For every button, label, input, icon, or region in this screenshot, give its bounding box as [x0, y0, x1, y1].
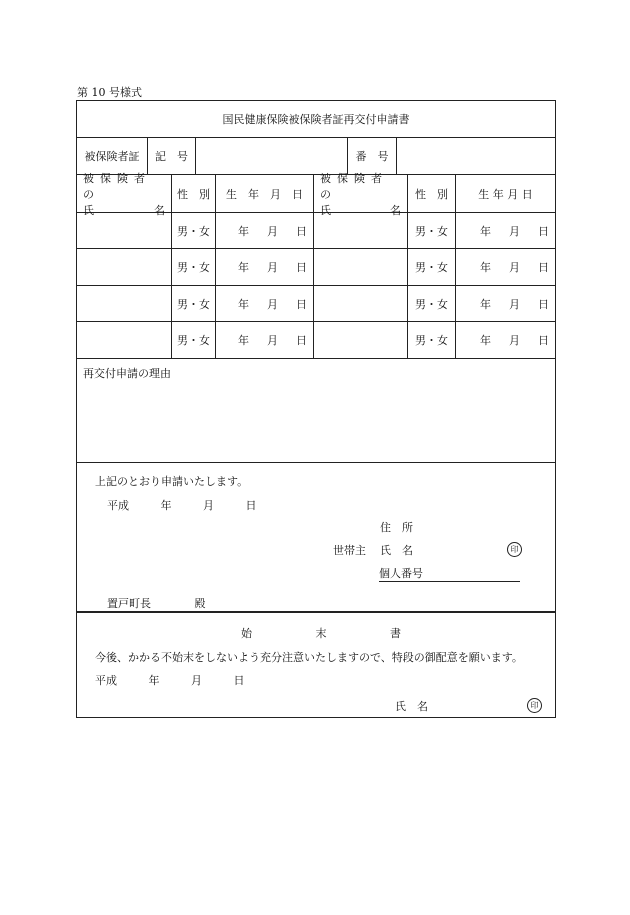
birthdate-field[interactable]: 年 月 日 — [480, 297, 549, 311]
insured-header-row — [77, 171, 555, 217]
sex-field[interactable]: 男・女 — [172, 213, 216, 248]
reason-label: 再交付申請の理由 — [83, 367, 171, 380]
seal-mark: 印 — [527, 698, 542, 713]
mynumber-label: 個人番号 — [379, 567, 423, 580]
number-label: 番 号 — [348, 138, 397, 174]
name-field[interactable] — [77, 322, 172, 358]
sex-field[interactable]: 男・女 — [172, 249, 216, 285]
name-field[interactable] — [77, 286, 172, 321]
birth-header-right: 生 年 月 日 — [478, 187, 533, 201]
apology-name-label: 氏 名 — [395, 700, 428, 713]
number-field[interactable] — [397, 138, 555, 174]
apology-statement: 今後、かかる不始末をしないよう充分注意いたしますので、特段の御配意を願います。 — [95, 651, 523, 664]
table-row — [77, 249, 555, 286]
card-label: 被保険者証 — [77, 138, 148, 174]
sex-field[interactable]: 男・女 — [408, 249, 456, 285]
name-header-left: 被保険者の 氏 名 — [77, 175, 172, 212]
sex-field[interactable]: 男・女 — [408, 322, 456, 358]
seal-mark: 印 — [507, 542, 522, 557]
name-field[interactable] — [77, 213, 172, 248]
name-field[interactable] — [314, 213, 408, 248]
sex-field[interactable]: 男・女 — [408, 213, 456, 248]
address-label: 住 所 — [380, 521, 413, 534]
sex-field[interactable]: 男・女 — [172, 322, 216, 358]
apology-date[interactable]: 平成 年 月 日 — [95, 674, 245, 687]
name-field[interactable] — [314, 249, 408, 285]
application-section — [77, 463, 555, 613]
sex-header-left: 性 別 — [172, 175, 216, 212]
sex-field[interactable]: 男・女 — [172, 286, 216, 321]
householder-name-label: 氏 名 — [380, 544, 413, 557]
application-statement: 上記のとおり申請いたします。 — [95, 475, 249, 488]
form-number: 第 10 号様式 — [77, 86, 142, 99]
name-field[interactable] — [314, 322, 408, 358]
sex-header-right: 性 別 — [408, 175, 456, 212]
table-row — [77, 213, 555, 249]
birth-header-left: 生 年 月 日 — [216, 175, 314, 212]
apology-section — [77, 613, 555, 717]
reason-field[interactable] — [77, 359, 555, 463]
sex-field[interactable]: 男・女 — [408, 286, 456, 321]
householder-label: 世帯主 — [333, 544, 366, 557]
birthdate-field[interactable]: 年 月 日 — [216, 249, 314, 285]
addressee: 置戸町長 殿 — [107, 597, 206, 610]
birthdate-field[interactable]: 年 月 日 — [216, 286, 314, 321]
birthdate-field[interactable]: 年 月 日 — [216, 213, 314, 248]
reissue-application-form — [76, 100, 556, 718]
mynumber-field[interactable] — [379, 565, 520, 582]
table-row — [77, 322, 555, 359]
table-row — [77, 286, 555, 322]
form-title: 国民健康保険被保険者証再交付申請書 — [77, 101, 555, 138]
birthdate-field[interactable]: 年 月 日 — [480, 224, 549, 238]
application-date[interactable]: 平成 年 月 日 — [107, 499, 257, 512]
name-field[interactable] — [314, 286, 408, 321]
apology-title: 始 末 書 — [241, 627, 401, 640]
birthdate-field[interactable]: 年 月 日 — [480, 261, 549, 274]
birthdate-field[interactable]: 年 月 日 — [216, 322, 314, 358]
name-header-right: 被保険者の 氏 名 — [314, 175, 408, 212]
symbol-label: 記 号 — [148, 138, 196, 174]
name-field[interactable] — [77, 249, 172, 285]
birthdate-field[interactable]: 年 月 日 — [480, 334, 549, 347]
